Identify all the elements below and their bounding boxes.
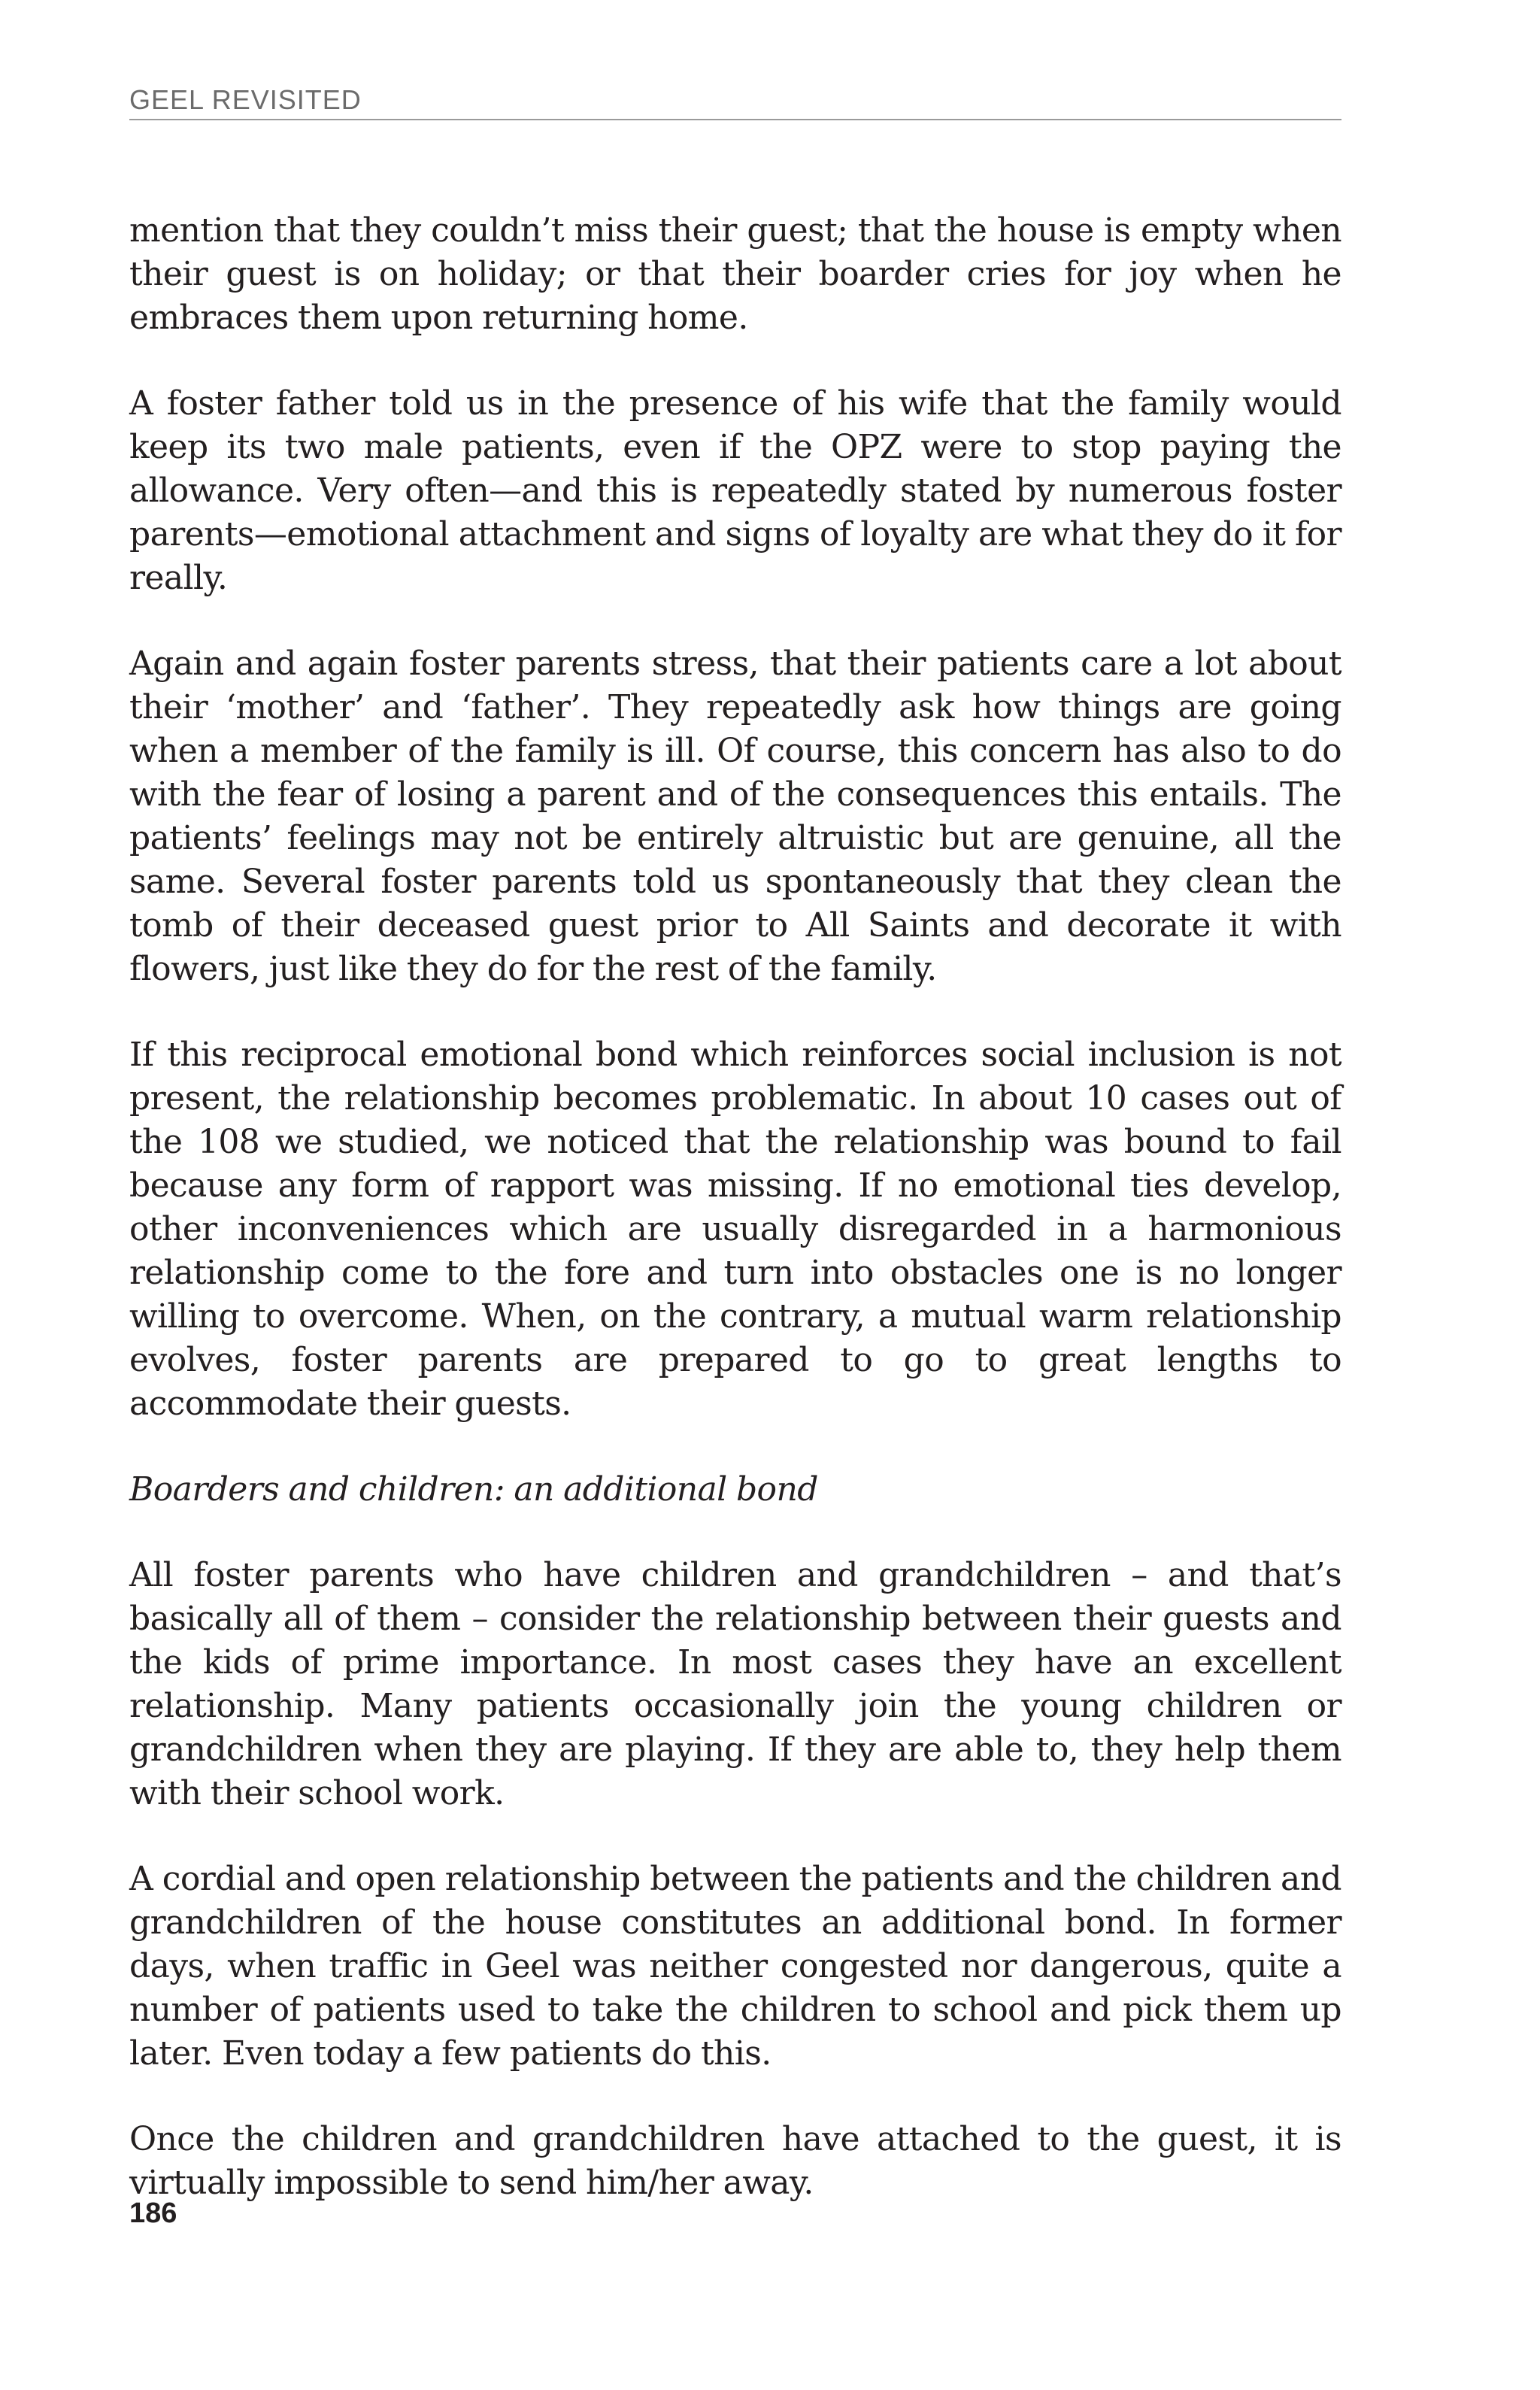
paragraph: Again and again foster parents stress, that their patients care a lot about their ‘mother’ and ‘father’. They repeatedly ask how things are going when a member of the family is ill. Of course, this concern has also to do with the fear of losing a parent and of the consequences this entails. The patients’ feelings may not be entirely altruistic but are genuine, all the same. Several foster parents told us spontaneously that they clean the tomb of their deceased guest prior to All Saints and decorate it with flowers, just like they do for the rest of the family.	[129, 645, 1341, 988]
paragraph: A cordial and open relationship between the patients and the children and grandchildren of the house constitutes an additional bond. In former days, when traffic in Geel was neither congested nor dangerous, quite a number of patients used to take the children to school and pick them up later. Even today a few patients do this.	[129, 1860, 1341, 2073]
page-body	[129, 209, 1341, 2247]
section-subheading: Boarders and children: an additional bond	[129, 1470, 818, 1509]
running-header	[129, 81, 1341, 120]
running-title: GEEL REVISITED	[129, 84, 362, 115]
paragraph: All foster parents who have children and grandchildren – and that’s basically all of them – consider the relationship between their guests and the kids of prime importance. In most cases they have an excellent relationship. Many patients occasionally join the young children or grandchildren when they are playing. If they are able to, they help them with their school work.	[129, 1556, 1341, 1812]
paragraph: mention that they couldn’t miss their guest; that the house is empty when their guest is on holiday; or that their boarder cries for joy when he embraces them upon returning home.	[129, 211, 1341, 337]
page-number: 186	[129, 2197, 177, 2229]
paragraph: A foster father told us in the presence of his wife that the family would keep its two male patients, even if the OPZ were to stop paying the allowance. Very often—and this is repeatedly stated by numerous foster parents—emotional attachment and signs of loyalty are what they do it for really.	[129, 384, 1341, 597]
paragraph: Once the children and grandchildren have attached to the guest, it is virtually impossible to send him/her away.	[129, 2120, 1341, 2202]
paragraph: If this reciprocal emotional bond which reinforces social inclusion is not present, the relationship becomes problematic. In about 10 cases out of the 108 we studied, we noticed that the relationship was bound to fail because any form of rapport was missing. If no emotional ties develop, other inconveniences which are usually disregarded in a harmonious relationship come to the fore and turn into obstacles one is no longer willing to overcome. When, on the contrary, a mutual warm relationship evolves, foster parents are prepared to go to great lengths to accommodate their guests.	[129, 1036, 1341, 1423]
